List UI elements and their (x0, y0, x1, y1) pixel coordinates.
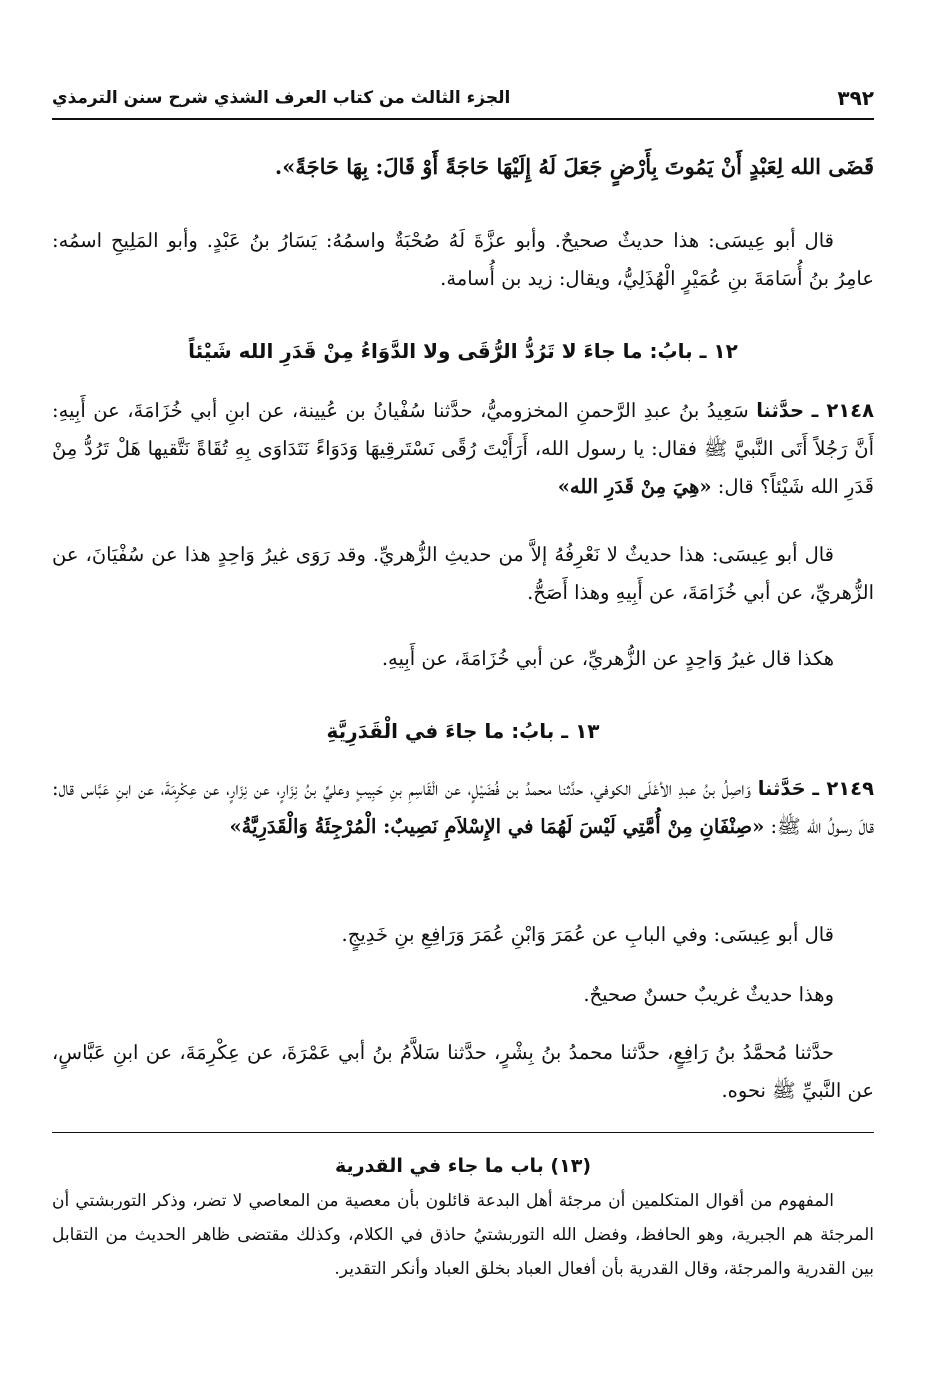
page-header (52, 84, 874, 120)
hadith-number: ٢١٤٨ ـ (811, 399, 874, 422)
comment-block-6 (52, 1034, 874, 1110)
chapter-heading-13: ١٣ ـ بابُ: ما جاءَ في الْقَدَرِيَّةِ (326, 719, 600, 743)
comment-paragraph: هكذا قال غيرُ وَاحِدٍ عن الزُّهريِّ، عن أبي خُزَامَةَ، عن أَبِيهِ. (381, 647, 834, 670)
page-number: ٣٩٢ (837, 86, 874, 110)
comment-paragraph: قال أبو عِيسَى: هذا حديثٌ لا نَعْرِفُهُ إلاَّ من حديثِ الزُّهريِّ. وقد رَوَى غيرُ وَاحِدٍ هذا عن سُفْيَانَ، عن الزُّهريِّ، عن أبي خُزَامَةَ، عن أَبِيهِ وهذا أَصَحُّ. (52, 543, 874, 604)
running-title: الجزء الثالث من كتاب العرف الشذي شرح سنن الترمذي (52, 88, 511, 108)
main-text (52, 148, 874, 186)
hadith-text: سَعِيدُ بنُ عبدِ الرَّحمنِ المخزوميُّ، حدَّثنا سُفْيانُ بن عُيينة، عن ابنِ أبي خُزَامَةَ، عن أَبِيهِ: أَنَّ رَجُلاً أَتَى النَّبيَّ ﷺ فقال: يا رسول الله، أَرَأَيْتَ رُقًى نَسْتَرقِيهَا وَدَوَاءً نَتَدَاوَى بِهِ تُقَاةً نَتَّقيها هَلْ تَرُدُّ مِنْ قَدَرِ الله شَيْئاً؟ قال: (52, 399, 874, 498)
chapter-heading-12: ١٢ ـ بابُ: ما جاءَ لا تَرُدُّ الرُّقَى ولا الدَّوَاءُ مِنْ قَدَرِ الله شَيْئاً (188, 339, 738, 363)
comment-block-4 (52, 916, 874, 954)
comment-paragraph: قال أبو عِيسَى: هذا حديثٌ صحيحٌ. وأبو عزَّةَ لَهُ صُحْبَةٌ واسمُهُ: يَسَارُ بنُ عَبْدٍ. وأبو المَلِيحِ اسمُه: عامِرُ بنُ أُسَامَةَ بنِ عُمَيْرٍ الْهُذَلِيُّ، ويقال: زيد بن أُسامة. (52, 229, 874, 290)
comment-block-2 (52, 536, 874, 612)
footnote-title: (١٣) باب ما جاء في القدرية (334, 1155, 591, 1177)
hadith-2149-block (52, 770, 874, 846)
hadith-2148 (52, 392, 874, 506)
comment-block-1 (52, 222, 874, 298)
comment-paragraph: حدَّثنا مُحمَّدُ بنُ رَافِعٍ، حدَّثنا محمدُ بنُ بِشْرٍ، حدَّثنا سَلاَّمُ بنُ أبي عَمْرَةَ، عن عِكْرِمَةَ، عن ابنِ عَبَّاسٍ، عن النَّبيِّ ﷺ نحوه. (52, 1041, 874, 1102)
footnote-divider (52, 1132, 874, 1133)
hadith-2148-block (52, 392, 874, 506)
haddathana-word: حَدَّثنا (757, 777, 806, 800)
hadith-quote: «صِنْفَانِ مِنْ أُمَّتِي لَيْسَ لَهُمَا في الإِسْلاَمِ نَصِيبٌ: الْمُرْجِئَةُ وَالْقَدَرِيَّةُ» (229, 815, 765, 838)
haddathana-word: حدَّثنا (756, 399, 805, 422)
chapter-13-block (52, 712, 874, 750)
comment-block-5 (52, 976, 874, 1014)
comment-paragraph: قال أبو عِيسَى: وفي البابِ عن عُمَرَ وَابْنِ عُمَرَ وَرَافِعِ بنِ خَدِيجٍ. (341, 923, 834, 946)
footnote (52, 1148, 874, 1286)
hadith-answer: «هِيَ مِنْ قَدَرِ الله» (557, 475, 712, 498)
footnote-text: المفهوم من أقوال المتكلمين أن مرجئة أهل البدعة قائلون بأن معصية من المعاصي لا تضر، وذكر التوربشتي أن المرجئة هم الجبرية، وهو الحافظ، وفضل الله التوربشتيُ حاذق في الكلام، وكذلك مقتضى ظاهر الحديث من التقابل بين القدرية والمرجئة، وقال القدرية بأن أفعال العباد بخلق العباد وأنكر التقدير. (52, 1191, 874, 1279)
chapter-12-block (52, 332, 874, 370)
hadith-number: ٢١٤٩ ـ (812, 777, 874, 800)
comment-block-3 (52, 640, 874, 678)
hadith-2149 (52, 770, 874, 846)
hadith-text: وَاصِلُ بنُ عبدِ الأعْلَى الكوفي، حدَّثنا محمدُ بن فُضَيْلٍ، عن الْقَاسِمِ بنِ حَبِيبٍ وعليِّ بنُ نِزَارٍ، عن نِزَارٍ، عن عِكْرِمَةَ، عن ابنِ عَبَّاس قال: قالَ رسولُ الله ﷺ: (52, 777, 874, 838)
comment-paragraph: وهذا حديثٌ غريبٌ حسنٌ صحيحٌ. (583, 983, 834, 1006)
hadith-ending: قَضَى الله لِعَبْدٍ أَنْ يَمُوتَ بِأَرْضٍ جَعَلَ لَهُ إِلَيْهَا حَاجَةً أَوْ قَالَ: بِهَا حَاجَةً». (274, 154, 874, 179)
